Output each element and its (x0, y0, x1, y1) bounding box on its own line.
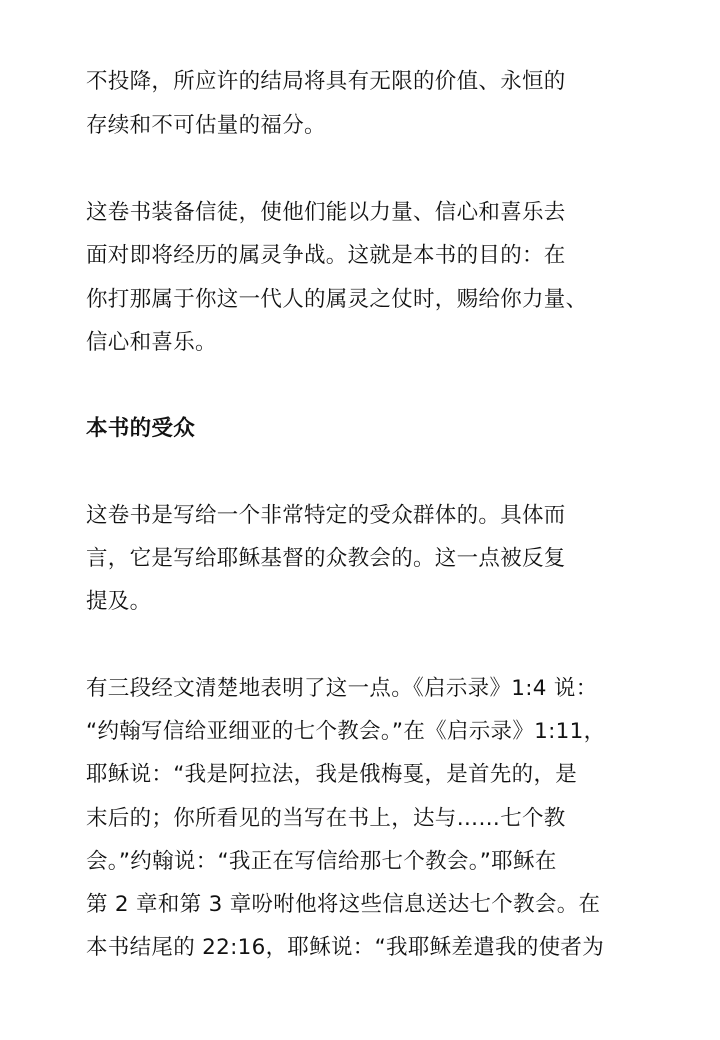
paragraph-4-line-3: 耶稣说：“我是阿拉法，我是俄梅戛，是首先的，是 (86, 762, 578, 787)
paragraph-2-line-4: 信心和喜乐。 (86, 330, 217, 355)
paragraph-4-line-5: 会。”约翰说：“我正在写信给那七个教会。”耶稣在 (86, 849, 557, 874)
paragraph-4-line-1: 有三段经文清楚地表明了这一点。《启示录》1:4 说： (86, 676, 598, 701)
paragraph-4-line-2: “约翰写信给亚细亚的七个教会。”在《启示录》1:11， (86, 719, 606, 744)
paragraph-3-line-2: 言，它是写给耶稣基督的众教会的。这一点被反复 (86, 546, 566, 571)
paragraph-4-line-7: 本书结尾的 22:16，耶稣说：“我耶稣差遣我的使者为 (86, 935, 605, 960)
paragraph-4-line-4: 末后的；你所看见的当写在书上，达与……七个教 (86, 806, 566, 831)
section-heading: 本书的受众 (86, 416, 196, 441)
paragraph-3-line-3: 提及。 (86, 589, 152, 614)
paragraph-1-line-1: 不投降，所应许的结局将具有无限的价值、永恒的 (86, 69, 566, 94)
paragraph-2-line-2: 面对即将经历的属灵争战。这就是本书的目的：在 (86, 243, 566, 268)
paragraph-2-line-3: 你打那属于你这一代人的属灵之仗时，赐给你力量、 (86, 287, 588, 312)
paragraph-4-line-6: 第 2 章和第 3 章吩咐他将这些信息送达七个教会。在 (86, 892, 601, 917)
paragraph-3-line-1: 这卷书是写给一个非常特定的受众群体的。具体而 (86, 503, 566, 528)
paragraph-1-line-2: 存续和不可估量的福分。 (86, 113, 326, 138)
paragraph-2-line-1: 这卷书装备信徒，使他们能以力量、信心和喜乐去 (86, 200, 566, 225)
